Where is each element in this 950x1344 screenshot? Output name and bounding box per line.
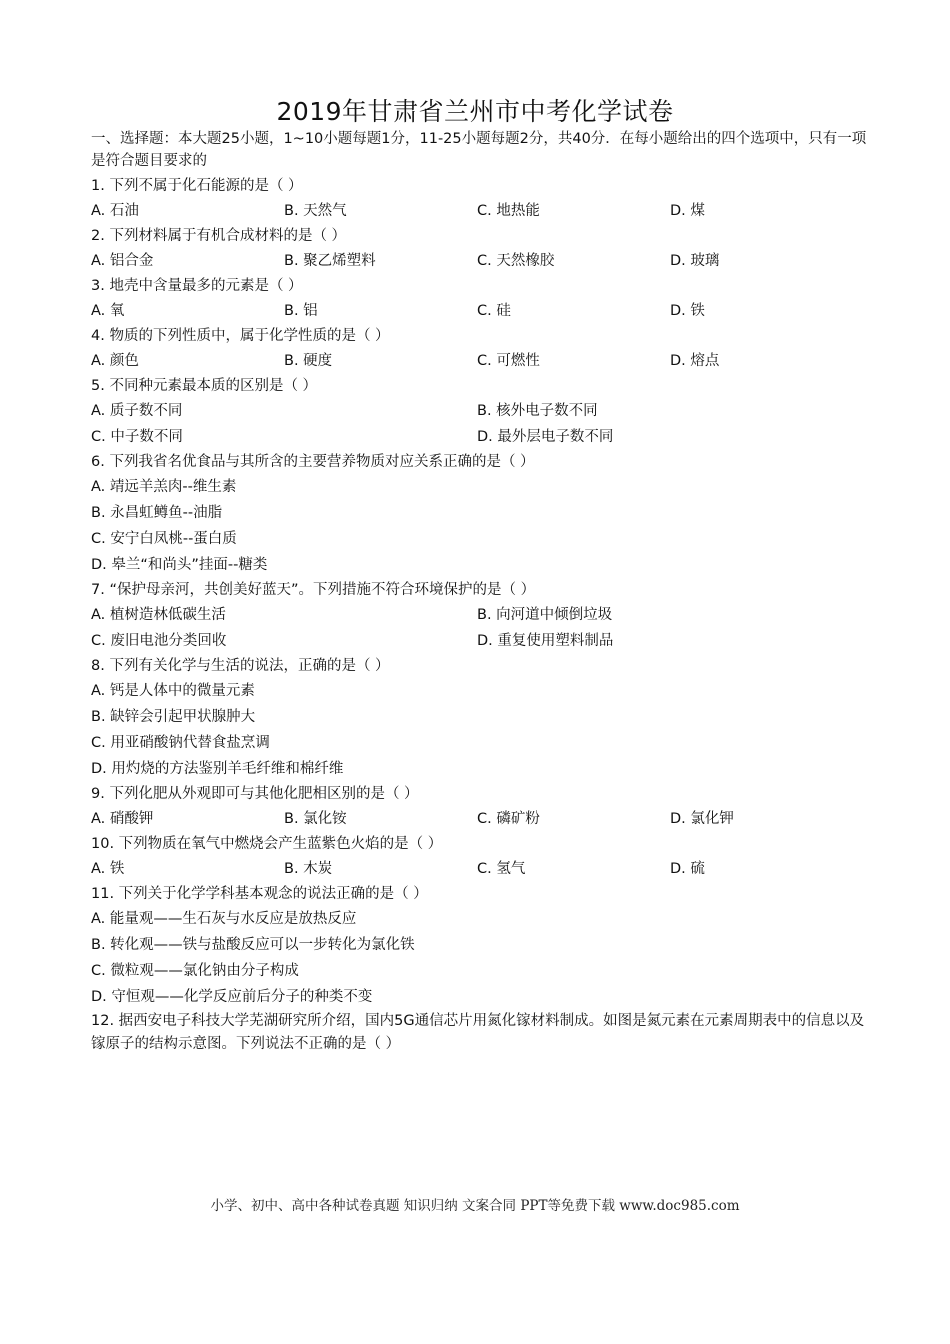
option: C. 地热能 [477, 203, 540, 219]
option: D. 用灼烧的方法鉴别羊毛纤维和棉纤维 [91, 761, 344, 777]
option: C. 安宁白凤桃--蛋白质 [91, 531, 237, 547]
option: C. 用亚硝酸钠代替食盐烹调 [91, 735, 270, 751]
question-options [91, 198, 871, 224]
question-stem: 3. 地壳中含量最多的元素是（ ） [91, 278, 303, 294]
option: A. 质子数不同 [91, 403, 183, 419]
option: D. 硫 [670, 861, 705, 877]
option: C. 磷矿粉 [477, 811, 540, 827]
question-stem: 7. “保护母亲河，共创美好蓝天”。下列措施不符合环境保护的是（ ） [91, 582, 536, 598]
exam-content [91, 128, 871, 1056]
option: D. 煤 [670, 203, 705, 219]
option: C. 可燃性 [477, 353, 540, 369]
option: B. 缺锌会引起甲状腺肿大 [91, 709, 256, 725]
option: D. 熔点 [670, 353, 720, 369]
option: A. 颜色 [91, 353, 139, 369]
option: B. 永昌虹鳟鱼--油脂 [91, 505, 223, 521]
option: D. 铁 [670, 303, 705, 319]
question-stem: 2. 下列材料属于有机合成材料的是（ ） [91, 228, 347, 244]
option: C. 硅 [477, 303, 511, 319]
option: B. 天然气 [284, 203, 347, 219]
question-options [91, 856, 871, 882]
question-options [91, 298, 871, 324]
question-options [91, 248, 871, 274]
option: B. 硬度 [284, 353, 333, 369]
option: A. 硝酸钾 [91, 811, 154, 827]
question-stem: 8. 下列有关化学与生活的说法，正确的是（ ） [91, 658, 390, 674]
option: B. 向河道中倾倒垃圾 [477, 607, 613, 623]
option: A. 铝合金 [91, 253, 154, 269]
option: A. 氧 [91, 303, 125, 319]
question-options [91, 628, 871, 654]
option: A. 靖远羊羔肉--维生素 [91, 479, 237, 495]
option: A. 铁 [91, 861, 125, 877]
option: A. 石油 [91, 203, 139, 219]
option: D. 氯化钾 [670, 811, 734, 827]
option: C. 天然橡胶 [477, 253, 555, 269]
option: A. 能量观——生石灰与水反应是放热反应 [91, 911, 357, 927]
option: A. 植树造林低碳生活 [91, 607, 226, 623]
page-title: 2019年甘肃省兰州市中考化学试卷 [276, 97, 674, 126]
option: C. 微粒观——氯化钠由分子构成 [91, 963, 299, 979]
option: B. 核外电子数不同 [477, 403, 598, 419]
option: D. 最外层电子数不同 [477, 429, 614, 445]
option: D. 皋兰“和尚头”挂面--糖类 [91, 557, 268, 573]
section-intro: 一、选择题：本大题25小题，1~10小题每题1分，11-25小题每题2分，共40分．在每小题给出的四个选项中，只有一项是符合题目要求的 [91, 131, 867, 169]
question-options [91, 602, 871, 628]
question-stem: 4. 物质的下列性质中，属于化学性质的是（ ） [91, 328, 390, 344]
option: C. 氢气 [477, 861, 526, 877]
question-options [91, 398, 871, 424]
question-stem: 1. 下列不属于化石能源的是（ ） [91, 178, 303, 194]
page-footer: 小学、初中、高中各种试卷真题 知识归纳 文案合同 PPT等免费下载 www.doc985.com [210, 1198, 740, 1214]
option: D. 守恒观——化学反应前后分子的种类不变 [91, 989, 373, 1005]
option: B. 氯化铵 [284, 811, 347, 827]
question-stem: 11. 下列关于化学学科基本观念的说法正确的是（ ） [91, 886, 428, 902]
question-options [91, 348, 871, 374]
option: D. 玻璃 [670, 253, 720, 269]
option: C. 废旧电池分类回收 [91, 633, 227, 649]
question-stem: 9. 下列化肥从外观即可与其他化肥相区别的是（ ） [91, 786, 419, 802]
option: B. 铝 [284, 303, 318, 319]
question-options [91, 806, 871, 832]
option: A. 钙是人体中的微量元素 [91, 683, 255, 699]
option: B. 聚乙烯塑料 [284, 253, 376, 269]
question-options [91, 424, 871, 450]
option: C. 中子数不同 [91, 429, 183, 445]
option: B. 木炭 [284, 861, 333, 877]
option: B. 转化观——铁与盐酸反应可以一步转化为氯化铁 [91, 937, 415, 953]
option: D. 重复使用塑料制品 [477, 633, 614, 649]
question-stem: 6. 下列我省名优食品与其所含的主要营养物质对应关系正确的是（ ） [91, 454, 535, 470]
question-stem: 5. 不同种元素最本质的区别是（ ） [91, 378, 318, 394]
question-stem: 12. 据西安电子科技大学芜湖研究所介绍，国内5G通信芯片用氮化镓材料制成。如图是氮元素在元素周期表中的信息以及镓原子的结构示意图。下列说法不正确的是（ ） [91, 1013, 865, 1052]
question-stem: 10. 下列物质在氧气中燃烧会产生蓝紫色火焰的是（ ） [91, 836, 443, 852]
